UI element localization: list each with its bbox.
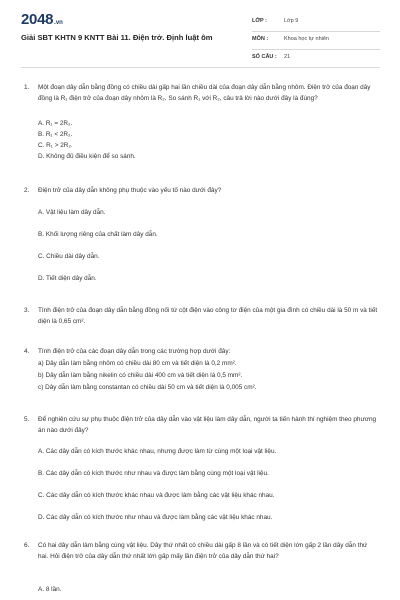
option-d: D. Tiết diện dây dẫn. (38, 275, 97, 282)
question-text: Để nghiên cứu sự phụ thuộc điện trở của dây dẫn vào vật liệu làm dây dẫn, người ta tiến hành thí nghiệm theo phương án nào dưới đây? (38, 416, 377, 434)
question-number: 6. (24, 542, 30, 549)
question-number: 1. (24, 84, 30, 91)
logo-domain: .vn (54, 20, 63, 26)
meta-value: Khoa học tự nhiên (284, 36, 329, 42)
option-b: B. Khối lượng riêng của chất làm dây dẫn. (38, 231, 158, 238)
logo-text: 2048 (21, 11, 54, 28)
option-b: B. Các dây dẫn có kích thước như nhau và được làm bằng cùng một loại vật liệu. (38, 470, 269, 477)
question-text: Một đoạn dây dẫn bằng đồng có chiều dài gấp hai lần chiều dài của đoạn dây dẫn bằng nhôm. Điện trở của đoạn dây đồng là R₁ điện trở của đoạn dây nhôm là R₂. So sánh R₁ với R₂, câu trả lời nào dưới đây là đúng? (38, 84, 371, 102)
option-a: A. R₁ = 2R₂. (38, 120, 73, 127)
meta-value: 21 (284, 54, 291, 60)
question-text: Tính điện trở của các đoạn dây dẫn trong các trường hợp dưới đây: (38, 348, 231, 355)
option-a: A. Vật liệu làm dây dẫn. (38, 209, 106, 216)
option-d: D. Các dây dẫn có kích thước như nhau và được làm bằng các vật liệu khác nhau. (38, 514, 273, 521)
question-text: Tính điện trở của đoạn dây dẫn bằng đồng nối từ cột điện vào công tơ điện của một gia đình có chiều dài là 50 m và tiết diện là 0,65 cm². (38, 307, 378, 325)
meta-label: MÔN : (252, 36, 269, 42)
option-d: D. Không đủ điều kiện để so sánh. (38, 153, 136, 160)
meta-label: LỚP : (252, 18, 267, 24)
option-b: b) Dây dẫn làm bằng nikelin có chiều dài 400 cm và tiết diện là 0,5 mm². (38, 372, 243, 379)
document-title: Giải SBT KHTN 9 KNTT Bài 11. Điện trở. Định luật ôm (21, 33, 213, 42)
question-number: 2. (24, 187, 30, 194)
option-b: B. R₁ < 2R₂. (38, 131, 73, 138)
option-c: C. R₁ > 2R₂. (38, 142, 73, 149)
meta-label: SỐ CÂU : (252, 54, 277, 60)
option-a: A. 8 lần. (38, 586, 62, 593)
question-text: Điện trở của dây dẫn không phụ thuộc vào yếu tố nào dưới đây? (38, 187, 222, 194)
option-c: C. Các dây dẫn có kích thước khác nhau và được làm bằng các vật liệu khác nhau. (38, 492, 275, 499)
option-a: A. Các dây dẫn có kích thước khác nhau, nhưng được làm từ cùng một loại vật liệu. (38, 448, 277, 455)
question-number: 5. (24, 416, 30, 423)
question-text: Có hai dây dẫn làm bằng cùng vật liệu. Dây thứ nhất có chiều dài gấp 8 lần và có tiết diện lớn gấp 2 lần dây dẫn thứ hai. Hỏi điện trở của dây dẫn thứ nhất lớn gấp mấy lần điện trở của dây dẫn thứ hai? (38, 542, 368, 560)
option-c: C. Chiều dài dây dẫn. (38, 253, 100, 260)
question-number: 3. (24, 307, 30, 314)
meta-value: Lớp 9 (284, 18, 299, 24)
option-a: a) Dây dẫn làm bằng nhôm có chiều dài 80 cm và tiết diện là 0,2 mm². (38, 360, 237, 367)
question-number: 4. (24, 348, 30, 355)
option-c: c) Dây dẫn làm bằng constantan có chiều dài 50 cm và tiết diện là 0,005 cm². (38, 384, 257, 391)
